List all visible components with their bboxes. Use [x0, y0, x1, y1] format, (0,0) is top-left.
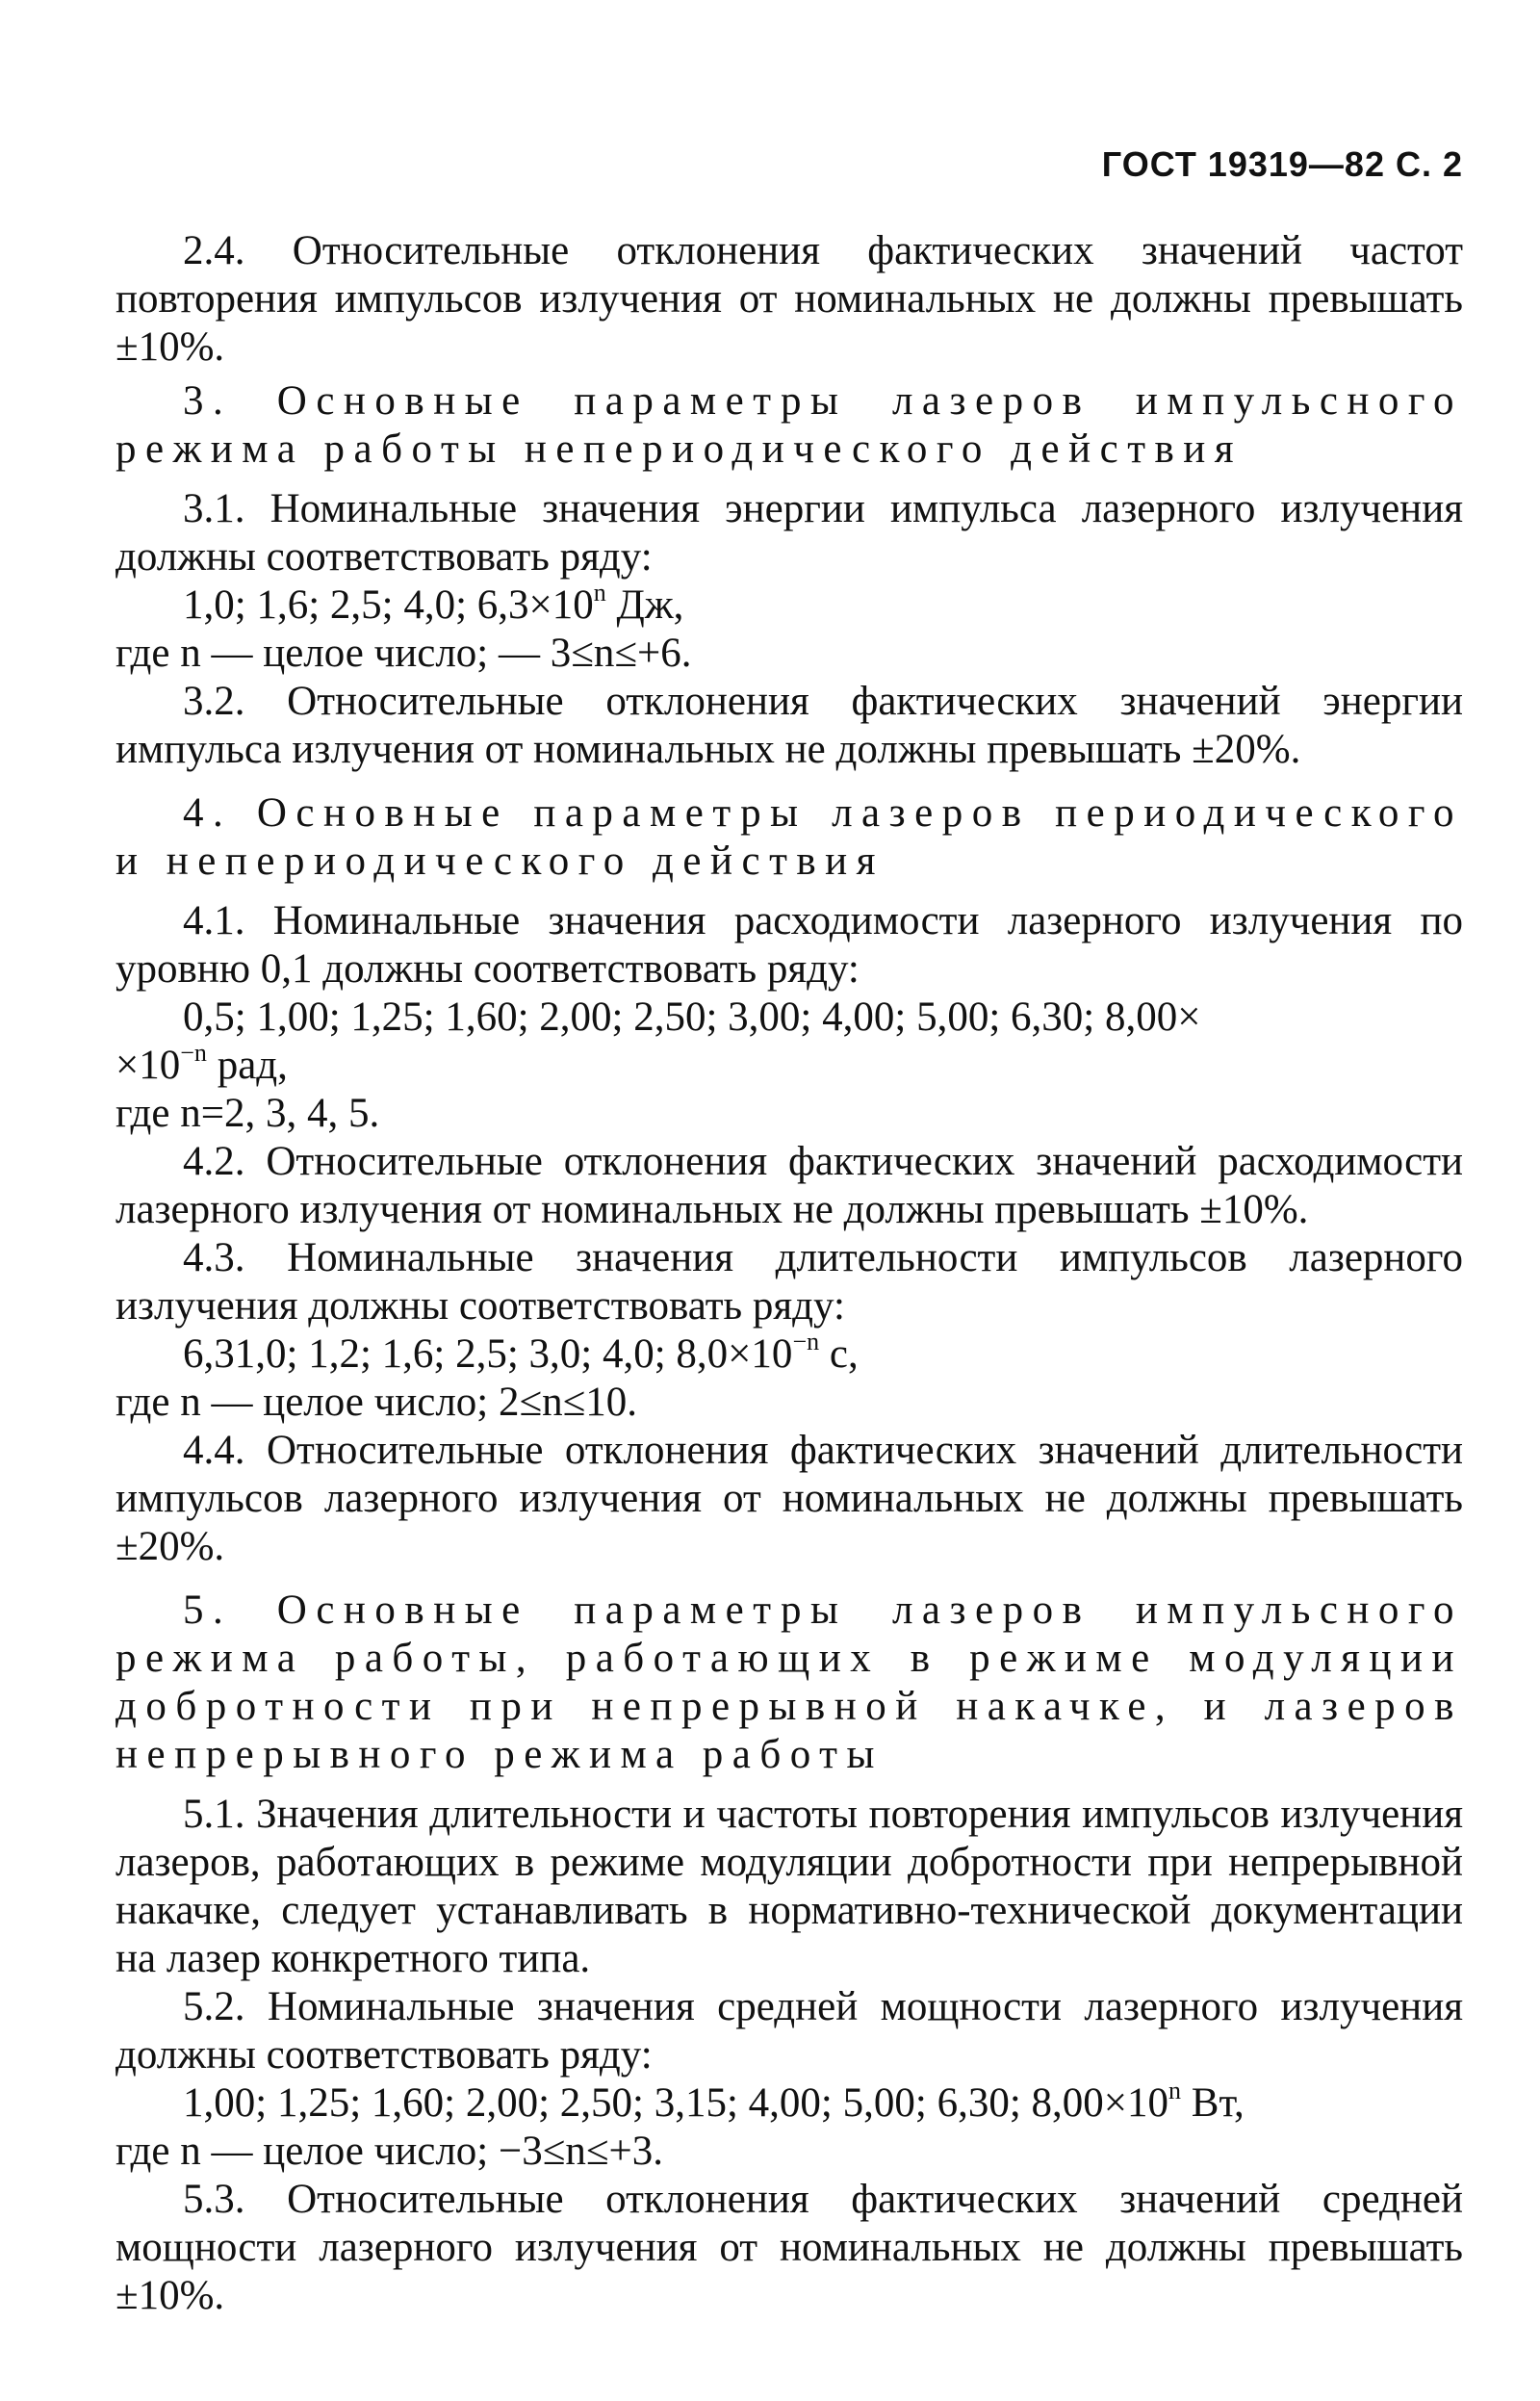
document-body — [116, 227, 1463, 2320]
formula-series: 6,31,0; 1,2; 1,6; 2,5; 3,0; 4,0; 8,0×10 — [183, 1331, 793, 1377]
formula-4-1 — [116, 994, 1463, 1042]
formula-4-1-where: где n=2, 3, 4, 5. — [116, 1091, 380, 1136]
section-heading-4: 4. Основные параметры лазеров периодического и непериодического действия — [116, 790, 1463, 884]
paragraph-5-1: 5.1. Значения длительности и частоты повторения импульсов излучения лазеров, работающих в режиме модуляции добротности при непрерывной накачке, следует устанавливать в нормативно-технической документации на лазер конкретного типа. — [116, 1792, 1463, 1981]
formula-exponent: −n — [792, 1328, 820, 1355]
page-header: ГОСТ 19319—82 С. 2 — [1101, 144, 1463, 184]
formula-3-1-where: где n — целое число; — 3≤n≤+6. — [116, 631, 692, 676]
formula-unit: Вт, — [1181, 2080, 1245, 2126]
paragraph-4-2: 4.2. Относительные отклонения фактических значений расходимости лазерного излучения от номинальных не должны превышать ±10%. — [116, 1139, 1463, 1232]
section-heading-5: 5. Основные параметры лазеров импульсного режима работы, работающих в режиме модуляции добротности при непрерывной накачке, и лазеров непрерывного режима работы — [116, 1588, 1463, 1777]
paragraph-4-4: 4.4. Относительные отклонения фактических значений длительности импульсов лазерного излучения от номинальных не должны превышать ±20%. — [116, 1428, 1463, 1569]
paragraph-4-3: 4.3. Номинальные значения длительности импульсов лазерного излучения должны соответствовать ряду: — [116, 1235, 1463, 1329]
formula-exponent: n — [1168, 2077, 1182, 2104]
formula-4-3-where: где n — целое число; 2≤n≤10. — [116, 1380, 637, 1425]
formula-exponent: n — [593, 579, 606, 607]
paragraph-3-1: 3.1. Номинальные значения энергии импульса лазерного излучения должны соответствовать ряду: — [116, 486, 1463, 580]
paragraph-4-1: 4.1. Номинальные значения расходимости лазерного излучения по уровню 0,1 должны соответствовать ряду: — [116, 898, 1463, 992]
formula-series: 1,00; 1,25; 1,60; 2,00; 2,50; 3,15; 4,00; 5,00; 6,30; 8,00×10 — [183, 2080, 1169, 2126]
formula-3-1 — [116, 581, 1463, 630]
formula-5-2-where: где n — целое число; −3≤n≤+3. — [116, 2129, 663, 2174]
formula-series: 0,5; 1,00; 1,25; 1,60; 2,00; 2,50; 3,00; 4,00; 5,00; 6,30; 8,00× — [183, 994, 1201, 1040]
formula-series: 1,0; 1,6; 2,5; 4,0; 6,3×10 — [183, 582, 594, 628]
formula-5-2 — [116, 2079, 1463, 2128]
formula-4-1-continuation — [116, 1039, 1463, 1090]
section-heading-3: 3. Основные параметры лазеров импульсного режима работы непериодического действия — [116, 378, 1463, 472]
formula-exponent: −n — [180, 1039, 207, 1067]
formula-multiplier: ×10 — [116, 1043, 181, 1088]
paragraph-5-2: 5.2. Номинальные значения средней мощности лазерного излучения должны соответствовать ряду: — [116, 1984, 1463, 2078]
paragraph-3-2: 3.2. Относительные отклонения фактических значений энергии импульса излучения от номинальных не должны превышать ±20%. — [116, 679, 1463, 772]
formula-unit: рад, — [206, 1043, 288, 1088]
formula-unit: Дж, — [605, 582, 684, 628]
paragraph-2-4: 2.4. Относительные отклонения фактических значений частот повторения импульсов излучения от номинальных не должны превышать ±10%. — [116, 228, 1463, 370]
paragraph-5-3: 5.3. Относительные отклонения фактических значений средней мощности лазерного излучения от номинальных не должны превышать ±10%. — [116, 2177, 1463, 2318]
formula-4-3 — [116, 1330, 1463, 1379]
formula-unit: с, — [819, 1331, 859, 1377]
